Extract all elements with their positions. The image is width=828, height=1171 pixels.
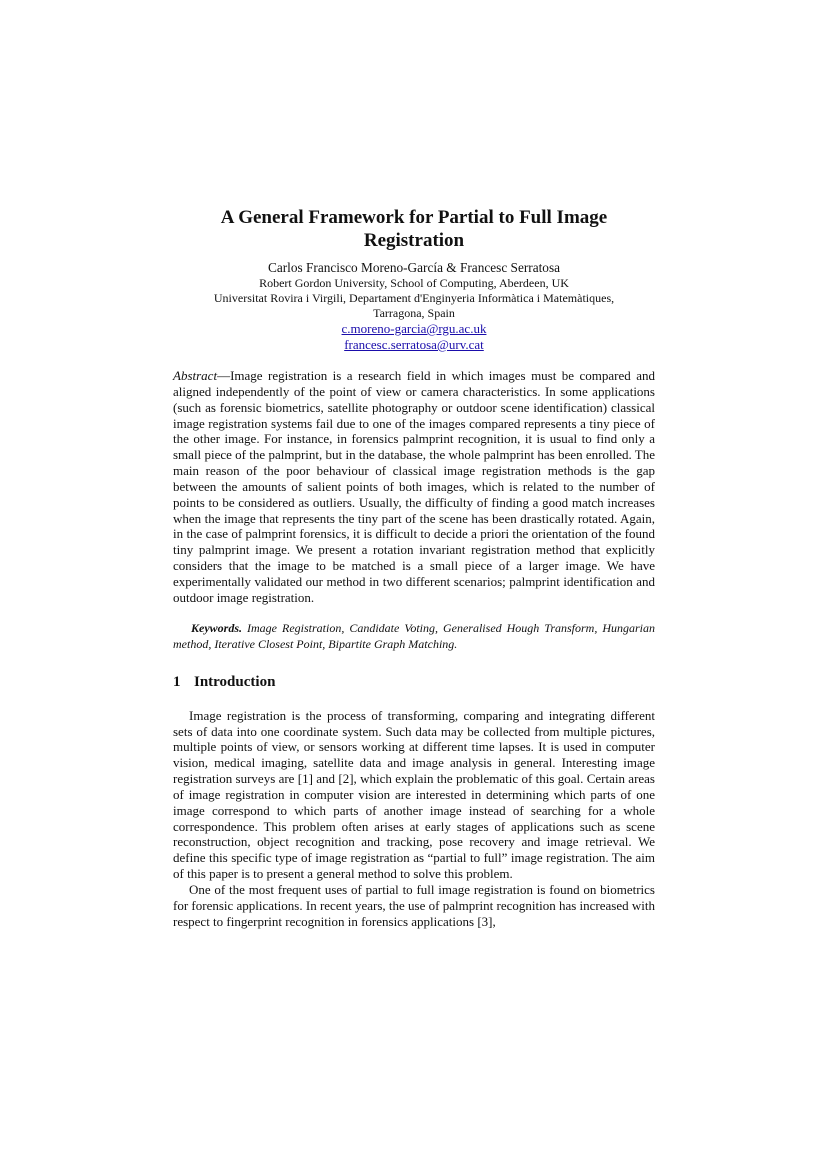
affiliation-line-2: Universitat Rovira i Virgili, Departament d'Enginyeria Informàtica i Matemàtiques, bbox=[213, 291, 615, 305]
affiliation-line-3: Tarragona, Spain bbox=[373, 306, 455, 320]
section-number: 1 bbox=[173, 673, 181, 690]
keywords-label: Keywords. bbox=[191, 620, 242, 635]
intro-paragraph-2: One of the most frequent uses of partial to full image registration is found on biometrics for forensic applications. In recent years, the use of palmprint recognition has increased with respect to fingerprint recognition in forensics applications [3], bbox=[173, 881, 655, 929]
email-link-1[interactable]: c.moreno-garcia@rgu.ac.uk bbox=[341, 321, 487, 336]
paper-page bbox=[173, 0, 655, 929]
section-title: Introduction bbox=[194, 673, 276, 690]
keywords bbox=[173, 620, 655, 652]
paper-title: A General Framework for Partial to Full Image Registration bbox=[220, 207, 608, 251]
abstract bbox=[173, 368, 655, 606]
section-heading bbox=[173, 673, 655, 691]
author-names: Carlos Francisco Moreno-García & Francesc Serratosa bbox=[267, 260, 561, 275]
affiliation-line-1: Robert Gordon University, School of Computing, Aberdeen, UK bbox=[259, 276, 569, 290]
email-link-2[interactable]: francesc.serratosa@urv.cat bbox=[344, 337, 484, 352]
abstract-text: —Image registration is a research field in which images must be compared and aligned independently of the point of view or camera characteristics. In some applications (such as forensic biometrics, satellite photography or outdoor scene identification) classical image registration systems fail due to one of the images compared represents a tiny piece of the other image. For instance, in forensics palmprint recognition, it is usual to find only a small piece of the palmprint, but in the database, the whole palmprint has been enrolled. The main reason of the poor behaviour of classical image registration methods is the gap between the amounts of salient points of both images, which is related to the number of points to be considered as outliers. Usually, the difficulty of finding a good match increases when the image that represents the tiny part of the scene has been drastically rotated. Again, in the case of palmprint forensics, it is difficult to decide a priori the orientation of the found tiny palmprint image. We present a rotation invariant registration method that explicitly considers that the image to be matched is a small piece of a larger image. We have experimentally validated our method in two different scenarios; palmprint identification and outdoor image registration. bbox=[173, 368, 655, 605]
keywords-text: Image Registration, Candidate Voting, Generalised Hough Transform, Hungarian method, Iterative Closest Point, Bipartite Graph Matching. bbox=[173, 620, 655, 651]
abstract-label: Abstract bbox=[173, 368, 218, 383]
intro-paragraph-1: Image registration is the process of transforming, comparing and integrating different sets of data into one coordinate system. Such data may be collected from multiple pictures, multiple points of view, or sensors working at different time lapses. It is used in computer vision, medical imaging, satellite data and image analysis in general. Interesting image registration surveys are [1] and [2], which explain the problematic of this goal. Certain areas of image registration in computer vision are interested in determining which parts of one image correspond to which parts of another image instead of searching for a whole correspondence. This problem often arises at early stages of applications such as scene reconstruction, object recognition and tracking, pose recovery and image retrieval. We define this specific type of image registration as “partial to full” image registration. The aim of this paper is to present a general method to solve this problem. bbox=[173, 707, 655, 882]
